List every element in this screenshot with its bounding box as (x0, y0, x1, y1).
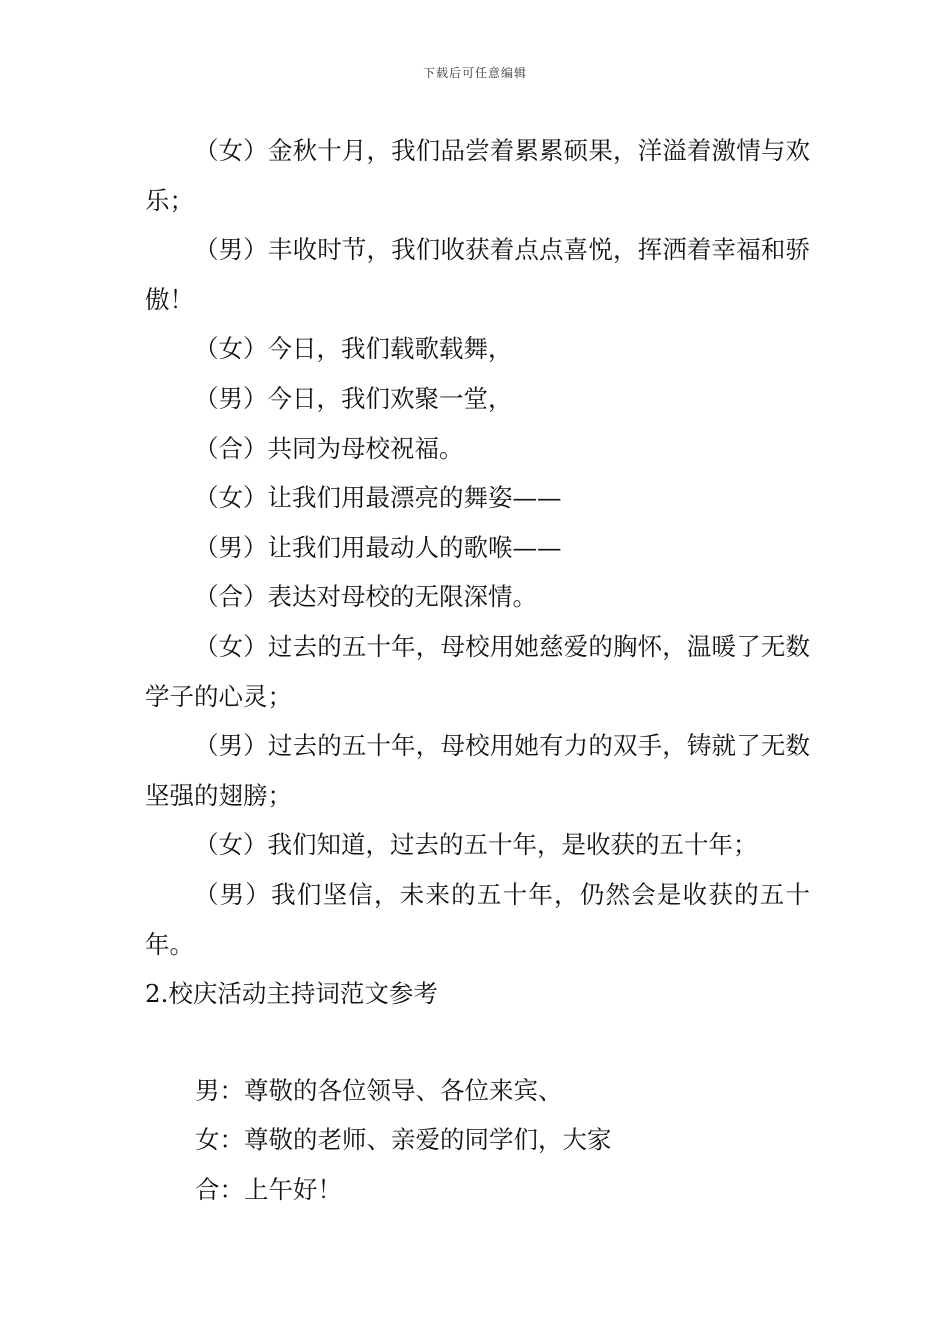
section-heading: 2.校庆活动主持词范文参考 (145, 979, 438, 1009)
dialogue-paragraph: （男）过去的五十年，母校用她有力的双手，铸就了无数坚强的翅膀； (145, 731, 810, 810)
dialogue-paragraph: （男）让我们用最动人的歌喉—— (194, 532, 562, 562)
dialogue-paragraph: （男）丰收时节，我们收获着点点喜悦，挥洒着幸福和骄傲！ (145, 235, 810, 314)
dialogue-paragraph: （女）我们知道，过去的五十年，是收获的五十年； (194, 830, 758, 860)
host-line: 合：上午好！ (195, 1174, 342, 1204)
document-body (145, 126, 810, 1214)
host-line: 男：尊敬的各位领导、各位来宾、 (195, 1075, 563, 1105)
dialogue-paragraph: （女）过去的五十年，母校用她慈爱的胸怀，温暖了无数学子的心灵； (145, 631, 810, 711)
blank-line (145, 1019, 810, 1066)
dialogue-paragraph: （合）表达对母校的无限深情。 (194, 582, 537, 612)
page-header-note: 下载后可任意编辑 (422, 66, 527, 80)
dialogue-paragraph: （女）让我们用最漂亮的舞姿—— (194, 483, 562, 513)
dialogue-paragraph: （合）共同为母校祝福。 (194, 433, 464, 463)
dialogue-paragraph: （男）今日，我们欢聚一堂， (194, 383, 513, 413)
dialogue-paragraph: （男）我们坚信，未来的五十年，仍然会是收获的五十年。 (145, 879, 810, 959)
host-line: 女：尊敬的老师、亲爱的同学们，大家 (195, 1125, 612, 1155)
dialogue-paragraph: （女）金秋十月，我们品尝着累累硕果，洋溢着激情与欢乐； (145, 136, 810, 215)
dialogue-paragraph: （女）今日，我们载歌载舞， (194, 334, 513, 364)
